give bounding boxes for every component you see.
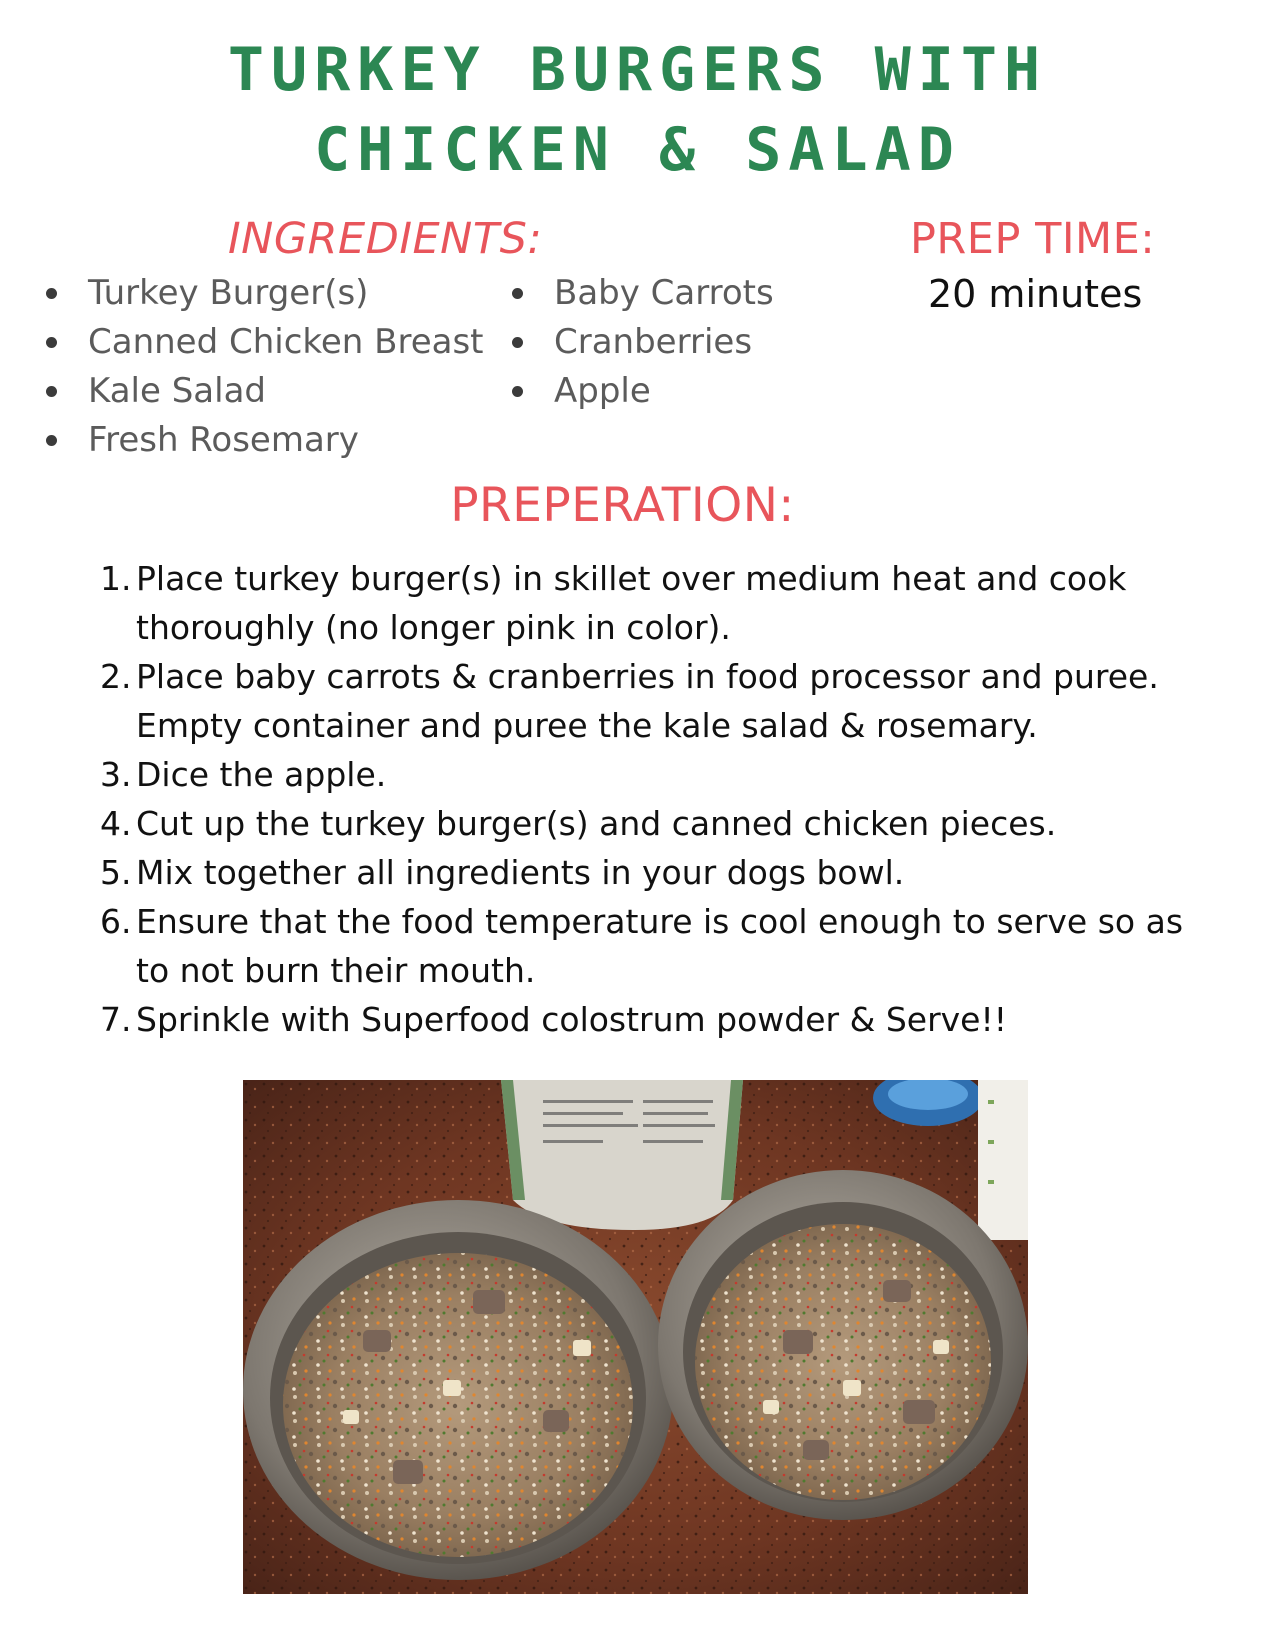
preparation-steps-list xyxy=(100,554,1220,1044)
bullet-icon xyxy=(46,288,57,299)
ingredient-label: Fresh Rosemary xyxy=(88,420,359,460)
ingredient-label: Apple xyxy=(554,371,651,411)
step-text: Place turkey burger(s) in skillet over medium heat and cook thoroughly (no longer pink in color). xyxy=(136,559,1127,647)
ingredient-label: Baby Carrots xyxy=(554,273,774,313)
step-item xyxy=(100,897,1220,995)
ingredient-label: Cranberries xyxy=(554,322,753,362)
step-item xyxy=(100,652,1220,750)
bullet-icon xyxy=(512,386,523,397)
step-text: Sprinkle with Superfood colostrum powder & Serve!! xyxy=(136,1000,1007,1039)
bullet-icon xyxy=(512,337,523,348)
ingredient-label: Turkey Burger(s) xyxy=(88,273,369,313)
ingredient-label: Kale Salad xyxy=(88,371,266,411)
bullet-icon xyxy=(512,288,523,299)
step-number: 6. xyxy=(100,902,132,941)
step-text: Mix together all ingredients in your dogs bowl. xyxy=(136,853,905,892)
ingredients-list-column-1 xyxy=(46,269,484,465)
step-number: 5. xyxy=(100,853,132,892)
bullet-icon xyxy=(46,386,57,397)
step-number: 7. xyxy=(100,1000,132,1039)
ingredient-item xyxy=(512,269,774,318)
ingredient-item xyxy=(46,416,484,465)
ingredients-list-column-2 xyxy=(512,269,774,416)
bullet-icon xyxy=(46,337,57,348)
step-item xyxy=(100,848,1220,897)
food-bowls-photo xyxy=(243,1080,1028,1594)
step-text: Cut up the turkey burger(s) and canned chicken pieces. xyxy=(136,804,1057,843)
step-text: Place baby carrots & cranberries in food processor and puree. Empty container and puree the kale salad & rosemary. xyxy=(136,657,1159,745)
step-number: 4. xyxy=(100,804,132,843)
ingredient-item xyxy=(46,318,484,367)
step-item xyxy=(100,799,1220,848)
prep-time-value: 20 minutes xyxy=(928,272,1143,316)
ingredient-item xyxy=(46,367,484,416)
ingredient-item xyxy=(512,367,774,416)
step-text: Dice the apple. xyxy=(136,755,387,794)
ingredient-item xyxy=(512,318,774,367)
ingredient-item xyxy=(46,269,484,318)
preparation-heading: PREPERATION: xyxy=(450,478,795,533)
ingredients-heading: INGREDIENTS: xyxy=(228,214,543,264)
recipe-title-line-1: TURKEY BURGERS WITH xyxy=(227,35,1048,105)
ingredient-label: Canned Chicken Breast xyxy=(88,322,484,362)
step-item xyxy=(100,995,1220,1044)
food-bowls-illustration xyxy=(243,1080,1028,1594)
prep-time-heading: PREP TIME: xyxy=(910,214,1156,264)
bullet-icon xyxy=(46,435,57,446)
step-item xyxy=(100,554,1220,652)
recipe-title-line-2: CHICKEN & SALAD xyxy=(314,115,961,185)
step-text: Ensure that the food temperature is cool enough to serve so as to not burn their mouth. xyxy=(136,902,1184,990)
step-number: 1. xyxy=(100,559,132,598)
step-number: 2. xyxy=(100,657,132,696)
step-number: 3. xyxy=(100,755,132,794)
step-item xyxy=(100,750,1220,799)
